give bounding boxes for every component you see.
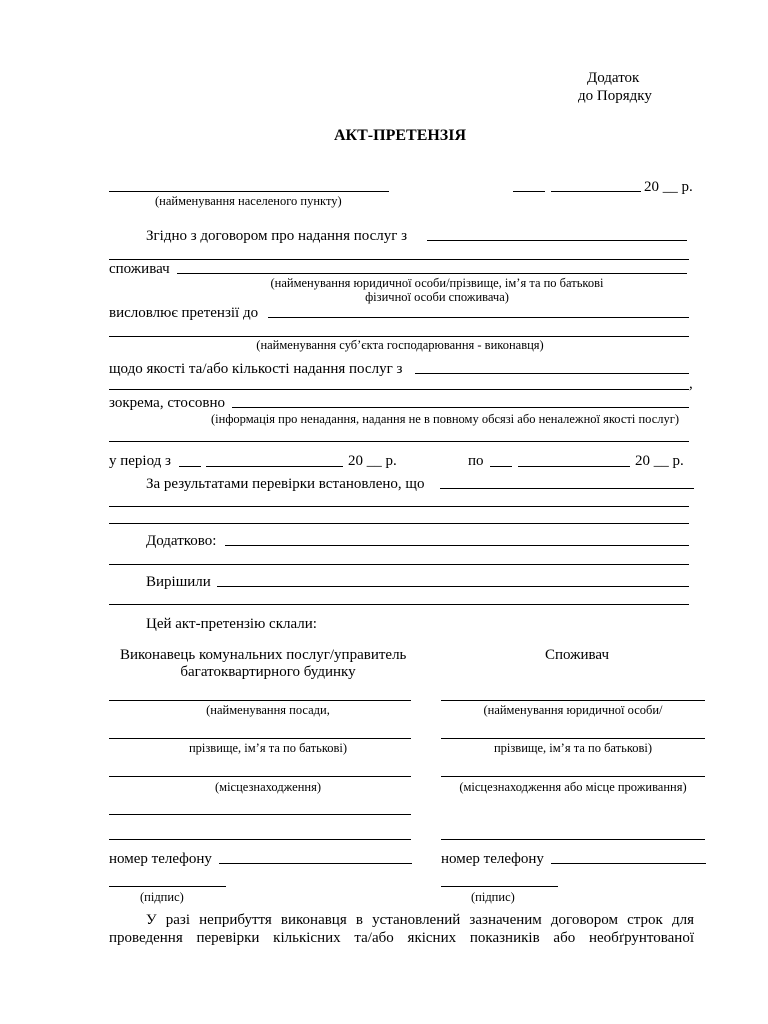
period-to-label: по: [468, 453, 484, 469]
namely-label: зокрема, стосовно: [109, 395, 225, 411]
results-text: За результатами перевірки встановлено, що: [146, 476, 425, 492]
agreement-text: Згідно з договором про надання послуг з: [146, 228, 408, 244]
consumer-blank[interactable]: [177, 273, 687, 274]
executor-phone-blank[interactable]: [219, 863, 412, 864]
executor-location-blank[interactable]: [109, 776, 411, 777]
regarding-comma: ,: [689, 376, 693, 392]
document-title: АКТ-ПРЕТЕНЗІЯ: [333, 127, 467, 144]
consumer-signature-blank[interactable]: [441, 886, 558, 887]
executor-location-blank-3[interactable]: [109, 839, 411, 840]
footer-line-1: У разі неприбуття виконавця в установлений зазначеним договором строк для: [146, 912, 694, 928]
namely-blank-2[interactable]: [109, 441, 689, 442]
consumer-name-caption: прізвище, ім’я та по батькові): [493, 741, 653, 755]
executor-location-caption: (місцезнаходження): [215, 780, 321, 794]
executor-blank[interactable]: [268, 317, 689, 318]
executor-phone-label: номер телефону: [109, 851, 212, 867]
executor-blank-2[interactable]: [109, 336, 689, 337]
executor-location-blank-2[interactable]: [109, 814, 411, 815]
consumer-caption-2: фізичної особи споживача): [365, 290, 509, 304]
executor-signature-blank[interactable]: [109, 886, 226, 887]
settlement-blank[interactable]: [109, 191, 389, 192]
header-line-2: до Порядку: [578, 88, 652, 104]
executor-name-caption: прізвище, ім’я та по батькові): [188, 741, 348, 755]
agreement-blank[interactable]: [427, 240, 687, 241]
footer-line-2: проведення перевірки кількісних та/або якісних показників або необґрунтованої: [109, 930, 694, 946]
executor-heading-1: Виконавець комунальних послуг/управитель: [120, 647, 407, 663]
additionally-blank[interactable]: [225, 545, 689, 546]
period-from-label: у період з: [109, 453, 171, 469]
consumer-heading: Споживач: [545, 647, 610, 663]
settlement-caption: (найменування населеного пункту): [155, 194, 342, 208]
executor-name-blank[interactable]: [109, 738, 411, 739]
consumer-name-blank[interactable]: [441, 738, 705, 739]
results-blank[interactable]: [440, 488, 694, 489]
decided-label: Вирішили: [146, 574, 211, 590]
consumer-phone-label: номер телефону: [441, 851, 544, 867]
day-blank[interactable]: [513, 191, 545, 192]
executor-caption: (найменування суб’єкта господарювання - виконавця): [256, 338, 544, 352]
regarding-label: щодо якості та/або кількості надання послуг з: [109, 361, 403, 377]
consumer-caption-1: (найменування юридичної особи/прізвище, ім’я та по батькові: [270, 276, 604, 290]
year-suffix: 20 __ р.: [644, 179, 693, 195]
header-line-1: Додаток: [587, 70, 640, 86]
consumer-entity-caption: (найменування юридичної особи/: [483, 703, 663, 717]
results-blank-3[interactable]: [109, 523, 689, 524]
consumer-location-caption: (місцезнаходження або місце проживання): [459, 780, 687, 794]
executor-position-blank[interactable]: [109, 700, 411, 701]
decided-blank-2[interactable]: [109, 604, 689, 605]
consumer-location-blank-2[interactable]: [441, 839, 705, 840]
claims-to-label: висловлює претензії до: [109, 305, 259, 321]
period-to-year: 20 __ р.: [635, 453, 684, 469]
period-from-month-blank[interactable]: [206, 466, 343, 467]
executor-position-caption: (найменування посади,: [206, 703, 330, 717]
period-from-year: 20 __ р.: [348, 453, 397, 469]
additionally-blank-2[interactable]: [109, 564, 689, 565]
period-from-day-blank[interactable]: [179, 466, 201, 467]
executor-heading-2: багатоквартирного будинку: [180, 664, 356, 680]
consumer-signature-caption: (підпис): [471, 890, 515, 904]
executor-signature-caption: (підпис): [140, 890, 184, 904]
consumer-phone-blank[interactable]: [551, 863, 706, 864]
results-blank-2[interactable]: [109, 506, 689, 507]
decided-blank[interactable]: [217, 586, 689, 587]
period-to-month-blank[interactable]: [518, 466, 630, 467]
info-caption: (інформація про ненадання, надання не в повному обсязі або неналежної якості послуг): [211, 412, 680, 426]
consumer-entity-blank[interactable]: [441, 700, 705, 701]
namely-blank[interactable]: [232, 407, 689, 408]
agreement-blank-2[interactable]: [109, 259, 689, 260]
month-blank[interactable]: [551, 191, 641, 192]
consumer-label: споживач: [109, 261, 170, 277]
composed-text: Цей акт-претензію склали:: [146, 616, 317, 632]
regarding-blank-2[interactable]: [109, 389, 689, 390]
regarding-blank[interactable]: [415, 373, 689, 374]
consumer-location-blank[interactable]: [441, 776, 705, 777]
period-to-day-blank[interactable]: [490, 466, 512, 467]
additionally-label: Додатково:: [146, 533, 217, 549]
